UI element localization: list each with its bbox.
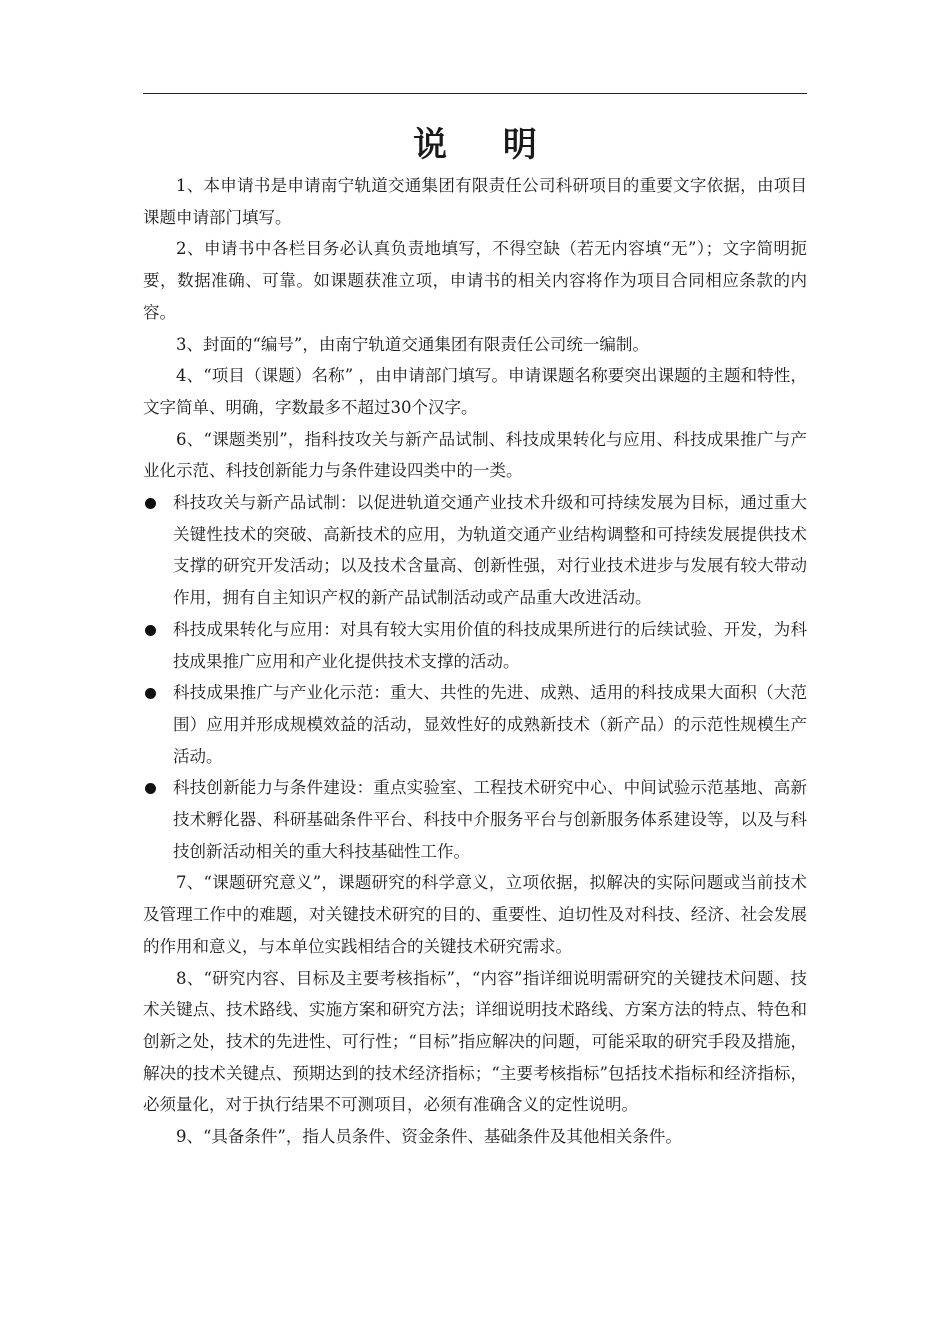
paragraph-9: 9、“具备条件”，指人员条件、资金条件、基础条件及其他相关条件。: [176, 1127, 682, 1147]
paragraph-7: 7、“课题研究意义”，课题研究的科学意义，立项依据，拟解决的实际问题或当前技术及管理工作中的难题，对关键技术研究的目的、重要性、迫切性及对科技、经济、社会发展的作用和意义，与本单位实践相结合的关键技术研究需求。: [143, 873, 807, 956]
bullet-dot-icon: [145, 625, 156, 636]
bullet-dot-icon: [145, 688, 156, 699]
paragraph-2: 2、申请书中各栏目务必认真负责地填写，不得空缺（若无内容填“无”）；文字简明扼要，数据准确、可靠。如课题获准立项，申请书的相关内容将作为项目合同相应条款的内容。: [143, 239, 807, 322]
bullet-item: [143, 614, 807, 677]
document-body: [143, 170, 807, 1153]
header-rule: [143, 93, 807, 94]
paragraph-8: 8、“研究内容、目标及主要考核指标”，“内容”指详细说明需研究的关键技术问题、技术关键点、技术路线、实施方案和研究方法；详细说明技术路线、方案方法的特点、特色和创新之处，技术的先进性、可行性；“目标”指应解决的问题，可能采取的研究手段及措施，解决的技术关键点、预期达到的技术经济指标；“主要考核指标”包括技术指标和经济指标，必须量化，对于执行结果不可测项目，必须有准确含义的定性说明。: [143, 968, 807, 1115]
bullet-item: [143, 677, 807, 772]
bullet-dot-icon: [145, 498, 156, 509]
bullet-text: 科技攻关与新产品试制：以促进轨道交通产业技术升级和可持续发展为目标，通过重大关键性技术的突破、高新技术的应用，为轨道交通产业结构调整和可持续发展提供技术支撑的研究开发活动；以及技术含量高、创新性强，对行业技术进步与发展有较大带动作用，拥有自主知识产权的新产品试制活动或产品重大改进活动。: [173, 493, 807, 608]
paragraph-1: 1、本申请书是申请南宁轨道交通集团有限责任公司科研项目的重要文字依据，由项目课题申请部门填写。: [143, 176, 807, 227]
bullet-item: [143, 487, 807, 614]
bullet-text: 科技成果转化与应用：对具有较大实用价值的科技成果所进行的后续试验、开发，为科技成果推广应用和产业化提供技术支撑的活动。: [173, 619, 807, 671]
paragraph-6: 6、“课题类别”，指科技攻关与新产品试制、科技成果转化与应用、科技成果推广与产业化示范、科技创新能力与条件建设四类中的一类。: [143, 429, 807, 481]
bullet-item: [143, 772, 807, 867]
page-title: 说 明: [413, 125, 559, 165]
bullet-text: 科技创新能力与条件建设：重点实验室、工程技术研究中心、中间试验示范基地、高新技术孵化器、科研基础条件平台、科技中介服务平台与创新服务体系建设等，以及与科技创新活动相关的重大科技基础性工作。: [173, 778, 807, 861]
bullet-dot-icon: [145, 783, 156, 794]
bullet-text: 科技成果推广与产业化示范：重大、共性的先进、成熟、适用的科技成果大面积（大范围）应用并形成规模效益的活动，显效性好的成熟新技术（新产品）的示范性规模生产活动。: [173, 683, 807, 766]
paragraph-3: 3、封面的“编号”，由南宁轨道交通集团有限责任公司统一编制。: [176, 334, 649, 354]
paragraph-4: 4、“项目（课题）名称” ，由申请部门填写。申请课题名称要突出课题的主题和特性，文字简单、明确，字数最多不超过30个汉字。: [143, 366, 807, 417]
